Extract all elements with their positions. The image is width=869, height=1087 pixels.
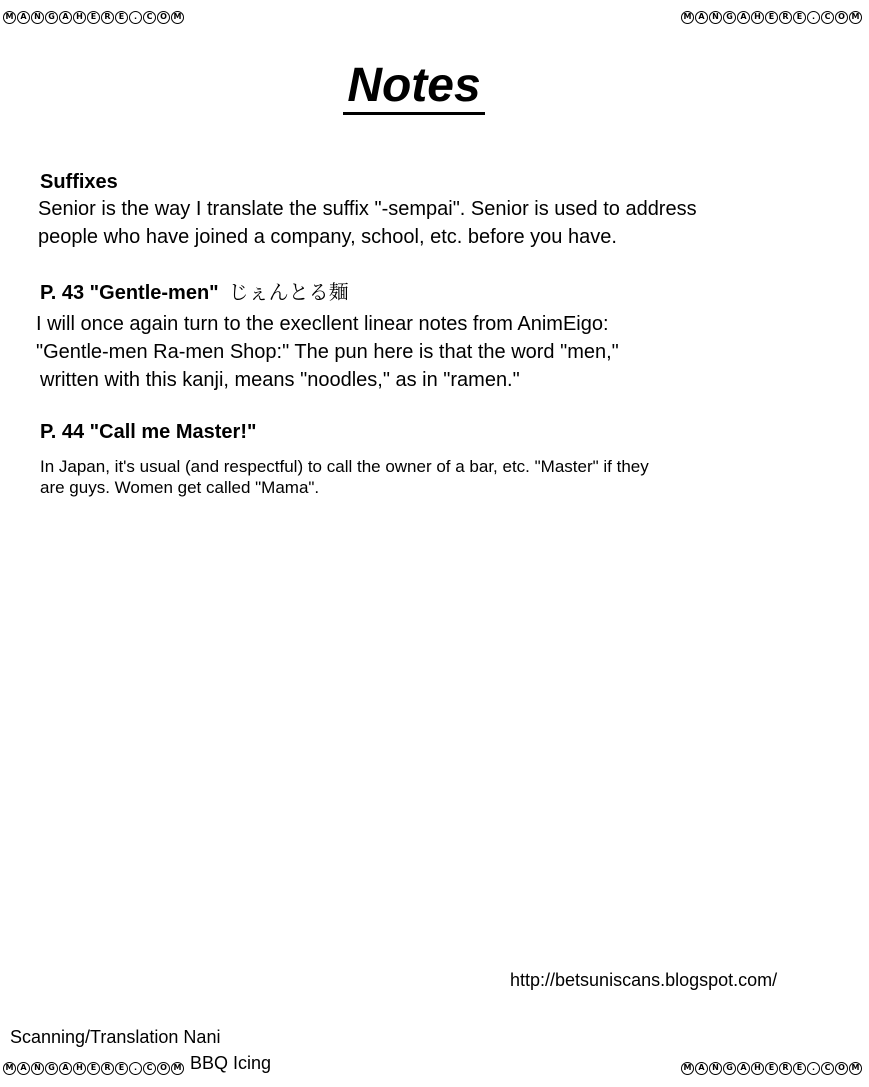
heading-text: P. 43 "Gentle-men" xyxy=(40,282,219,304)
watermark-letter: M xyxy=(681,1062,694,1075)
watermark-letter: A xyxy=(17,1062,30,1075)
watermark-letter: M xyxy=(3,11,16,24)
watermark-letter: N xyxy=(31,11,44,24)
watermark-letter: N xyxy=(709,1062,722,1075)
watermark-letter: H xyxy=(751,1062,764,1075)
watermark-letter: G xyxy=(723,11,736,24)
watermark-letter: O xyxy=(157,11,170,24)
watermark-letter: A xyxy=(59,11,72,24)
watermark-letter: E xyxy=(87,1062,100,1075)
body-line: written with this kanji, means "noodles," as in "ramen." xyxy=(40,369,520,391)
watermark-top-left xyxy=(3,8,184,26)
section-body-suffixes xyxy=(38,195,697,251)
watermark-letter: E xyxy=(793,11,806,24)
section-heading-suffixes: Suffixes xyxy=(40,171,118,193)
section-body-p43 xyxy=(36,310,619,394)
watermark-letter: N xyxy=(709,11,722,24)
watermark-letter: R xyxy=(779,1062,792,1075)
body-line: In Japan, it's usual (and respectful) to call the owner of a bar, etc. "Master" if they xyxy=(40,457,649,476)
watermark-letter: A xyxy=(695,11,708,24)
watermark-letter: N xyxy=(31,1062,44,1075)
watermark-letter: . xyxy=(807,1062,820,1075)
watermark-letter: C xyxy=(821,11,834,24)
watermark-letter: H xyxy=(751,11,764,24)
body-line: are guys. Women get called "Mama". xyxy=(40,478,320,497)
watermark-letter: C xyxy=(821,1062,834,1075)
watermark-top-right xyxy=(681,8,862,26)
body-line: people who have joined a company, school, etc. before you have. xyxy=(38,226,617,248)
watermark-letter: . xyxy=(129,11,142,24)
watermark-letter: G xyxy=(45,11,58,24)
watermark-letter: E xyxy=(765,11,778,24)
section-body-p44 xyxy=(40,456,649,498)
blog-url: http://betsuniscans.blogspot.com/ xyxy=(510,970,778,990)
japanese-text: じぇんとる麺 xyxy=(228,280,349,304)
body-line: I will once again turn to the execllent linear notes from AnimEigo: xyxy=(36,313,609,335)
credit-line: BBQ Icing xyxy=(190,1053,272,1073)
watermark-letter: O xyxy=(835,1062,848,1075)
watermark-letter: A xyxy=(737,1062,750,1075)
watermark-letter: . xyxy=(807,11,820,24)
watermark-letter: E xyxy=(87,11,100,24)
watermark-letter: H xyxy=(73,11,86,24)
watermark-letter: C xyxy=(143,1062,156,1075)
section-heading-p44: P. 44 "Call me Master!" xyxy=(40,421,257,443)
watermark-letter: O xyxy=(157,1062,170,1075)
watermark-letter: R xyxy=(101,1062,114,1075)
body-line: "Gentle-men Ra-men Shop:" The pun here is that the word "men," xyxy=(36,341,619,363)
watermark-letter: H xyxy=(73,1062,86,1075)
watermark-letter: A xyxy=(695,1062,708,1075)
watermark-letter: M xyxy=(681,11,694,24)
watermark-letter: M xyxy=(171,11,184,24)
credit-line: Scanning/Translation Nani xyxy=(10,1027,221,1047)
watermark-letter: R xyxy=(779,11,792,24)
watermark-letter: E xyxy=(115,1062,128,1075)
watermark-letter: A xyxy=(59,1062,72,1075)
page-title-text: Notes xyxy=(343,60,484,115)
watermark-letter: E xyxy=(793,1062,806,1075)
watermark-bottom-right xyxy=(681,1059,862,1077)
watermark-letter: . xyxy=(129,1062,142,1075)
page-title xyxy=(0,58,828,115)
watermark-letter: M xyxy=(3,1062,16,1075)
watermark-letter: G xyxy=(45,1062,58,1075)
credits xyxy=(10,1024,271,1076)
watermark-letter: R xyxy=(101,11,114,24)
watermark-letter: C xyxy=(143,11,156,24)
section-heading-p43 xyxy=(40,276,349,305)
watermark-letter: M xyxy=(849,1062,862,1075)
watermark-letter: M xyxy=(849,11,862,24)
watermark-letter: A xyxy=(737,11,750,24)
watermark-letter: E xyxy=(115,11,128,24)
watermark-letter: G xyxy=(723,1062,736,1075)
watermark-letter: M xyxy=(171,1062,184,1075)
watermark-letter: E xyxy=(765,1062,778,1075)
watermark-letter: A xyxy=(17,11,30,24)
watermark-letter: O xyxy=(835,11,848,24)
body-line: Senior is the way I translate the suffix "-sempai". Senior is used to address xyxy=(38,198,697,220)
